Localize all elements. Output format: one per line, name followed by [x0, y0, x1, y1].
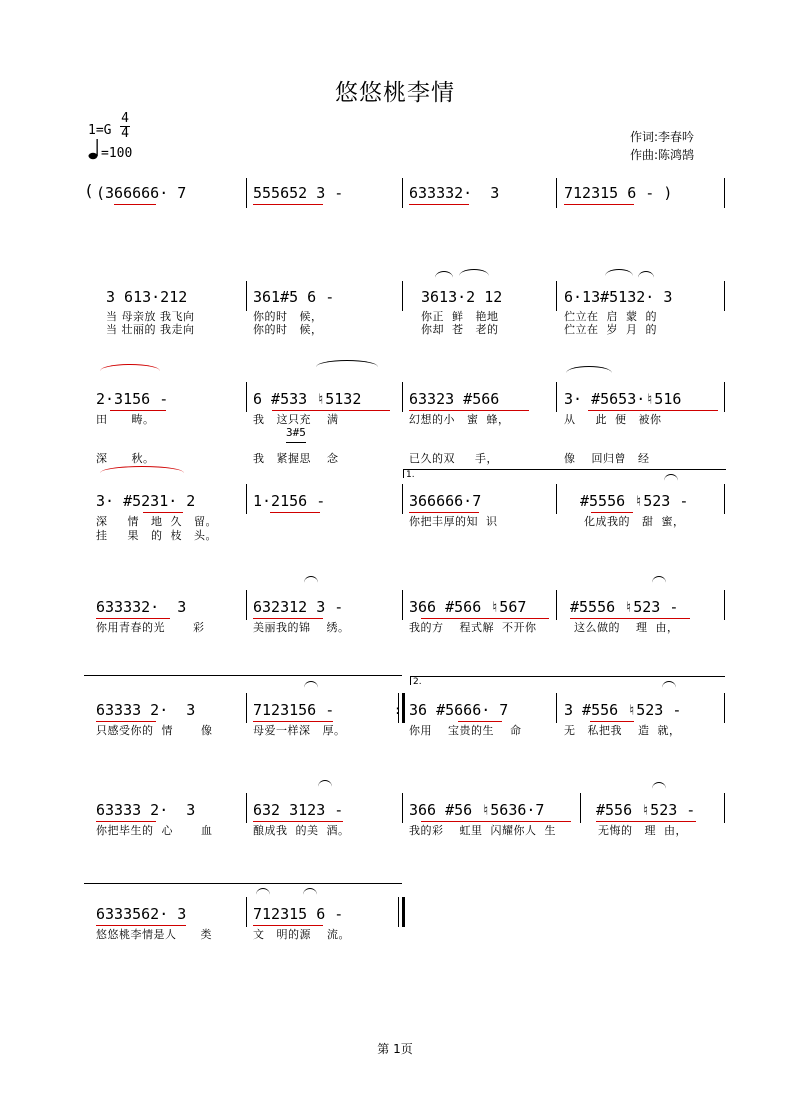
lyric-line-1: 这么做的 理 由，	[574, 621, 679, 634]
measure: 633332· 3	[96, 598, 187, 616]
barline	[724, 382, 725, 412]
lyric-line-2: 已久的双 手，	[409, 452, 498, 465]
barline	[402, 590, 403, 620]
measure: 3· #5231· 2	[96, 492, 196, 510]
repeat-dots: :	[394, 703, 402, 717]
lyric-line-1: 我的方 程式解 不开你	[409, 621, 537, 634]
lyric-line-1: 化成我的 甜 蜜，	[584, 515, 685, 528]
song-title: 悠悠桃李情	[335, 80, 455, 106]
lyric-line-1: 你用 宝贵的生 命	[409, 724, 522, 737]
measure: #5556 ♮523 -	[570, 598, 679, 616]
slur	[100, 466, 184, 473]
barline	[724, 793, 725, 823]
barline	[724, 178, 725, 208]
slur	[638, 271, 654, 278]
measure: 63333 2· 3	[96, 801, 196, 819]
lyric-line-1: 你把毕生的 心 血	[96, 824, 213, 837]
slur	[100, 364, 160, 371]
measure: 632312 3 -	[253, 598, 344, 616]
tempo-marking: =100	[101, 146, 133, 161]
barline	[246, 590, 247, 620]
lyric-line-1: 你的时 候，	[253, 310, 323, 323]
time-signature-bottom: 4	[121, 126, 129, 141]
lyric-line-2: 你却 苍 老的	[421, 323, 499, 336]
lyric-line-1: 无悔的 理 由，	[598, 824, 687, 837]
barline	[724, 590, 725, 620]
barline	[246, 484, 247, 514]
key-signature: 1=G	[88, 123, 112, 138]
quarter-note-icon	[88, 138, 100, 160]
measure: 633332· 3	[409, 184, 500, 202]
barline	[402, 793, 403, 823]
barline	[556, 178, 557, 208]
barline	[724, 693, 725, 723]
alt-notes: 3#5	[286, 426, 306, 439]
barline	[246, 897, 247, 927]
measure: 3 613·212	[106, 288, 188, 306]
barline	[402, 178, 403, 208]
measure: 1·2156 -	[253, 492, 326, 510]
lyric-line-2: 伫立在 岁 月 的	[564, 323, 657, 336]
barline	[556, 484, 557, 514]
slur	[652, 782, 666, 789]
barline	[246, 281, 247, 311]
measure: 3613·2 12	[421, 288, 503, 306]
barline	[724, 484, 725, 514]
lyric-line-1: 深 情 地 久 留。	[96, 515, 217, 528]
lyric-line-1: 只感受你的 情 像	[96, 724, 213, 737]
time-signature-top: 4	[121, 111, 129, 126]
barline	[556, 281, 557, 311]
lyric-line-2: 我 紧握思 念	[253, 452, 339, 465]
measure: 3 #556 ♮523 -	[564, 701, 682, 719]
measure: 366 #566 ♮567	[409, 598, 527, 616]
lyric-line-1: 田 畴。	[96, 413, 155, 426]
lyric-line-2: 深 秋。	[96, 452, 155, 465]
lyric-line-1: 你把丰厚的知 识	[409, 515, 498, 528]
slur	[304, 681, 318, 688]
measure: 2·3156 -	[96, 390, 169, 408]
barline	[556, 382, 557, 412]
measure: 6 #533 ♮5132	[253, 390, 362, 408]
lyric-line-1: 母爱一样深 厚。	[253, 724, 346, 737]
measure: 366666·7	[409, 492, 482, 510]
final-barline	[398, 897, 399, 927]
measure: 36 #5666· 7	[409, 701, 509, 719]
measure: 361#5 6 -	[253, 288, 335, 306]
lyric-line-1: 我的彩 虹里 闪耀你人 生	[409, 824, 556, 837]
slur	[303, 888, 317, 895]
slur	[652, 576, 666, 583]
lyric-line-1: 酿成我 的美 酒。	[253, 824, 350, 837]
barline	[556, 590, 557, 620]
slur	[664, 474, 678, 481]
composer-credit: 作曲:陈鸿鹄	[630, 148, 695, 162]
slur	[318, 780, 332, 787]
volta-1: 1.	[403, 469, 726, 478]
slur	[459, 269, 489, 276]
measure: 6·13#5132· 3	[564, 288, 673, 306]
barline	[246, 693, 247, 723]
lyric-line-1: 美丽我的锦 绣。	[253, 621, 350, 634]
time-signature	[120, 112, 130, 141]
lyricist-credit: 作词:李春吟	[630, 130, 695, 144]
final-barline-thick	[402, 897, 405, 927]
barline	[724, 281, 725, 311]
slur	[316, 360, 378, 367]
measure: 63333 2· 3	[96, 701, 196, 719]
barline	[556, 693, 557, 723]
measure: #556 ♮523 -	[596, 801, 696, 819]
slur	[566, 366, 612, 373]
barline	[246, 382, 247, 412]
barline	[580, 793, 581, 823]
slur	[256, 888, 270, 895]
slur	[435, 271, 453, 278]
barline	[402, 281, 403, 311]
barline	[246, 793, 247, 823]
lyric-line-2: 像 回归曾 经	[564, 452, 650, 465]
volta-2: 2.	[410, 676, 725, 685]
lyric-line-1: 当 母亲放 我飞向	[106, 310, 195, 323]
lyric-line-1: 幻想的小 蜜 蜂，	[409, 413, 510, 426]
barline	[246, 178, 247, 208]
slur	[304, 576, 318, 583]
measure: #5556 ♮523 -	[580, 492, 689, 510]
page-number: 第 1页	[377, 1042, 413, 1056]
lyric-line-1: 你用青春的光 彩	[96, 621, 205, 634]
measure: (366666· 7	[96, 184, 187, 202]
lyric-line-2: 挂 果 的 枝 头。	[96, 529, 217, 542]
lyric-line-2: 你的时 候，	[253, 323, 323, 336]
measure: 632 3123 -	[253, 801, 344, 819]
lyric-line-2: 当 壮丽的 我走向	[106, 323, 195, 336]
measure: 63323 #566	[409, 390, 500, 408]
lyric-line-1: 文 明的源 流。	[253, 928, 350, 941]
lyric-line-1: 我 这只充 满	[253, 413, 339, 426]
lyric-line-1: 从 此 便 被你	[564, 413, 662, 426]
slur	[662, 681, 676, 688]
measure: 555652 3 -	[253, 184, 344, 202]
lyric-line-1: 你正 鲜 艳地	[421, 310, 499, 323]
measure: 6333562· 3	[96, 905, 187, 923]
measure: 712315 6 - )	[564, 184, 673, 202]
measure: 7123156 -	[253, 701, 335, 719]
measure: 3· #5653·♮516	[564, 390, 682, 408]
repeat-barline-thick	[402, 693, 405, 723]
measure: 712315 6 -	[253, 905, 344, 923]
barline	[402, 484, 403, 514]
lyric-line-1: 伫立在 启 蒙 的	[564, 310, 657, 323]
lyric-line-1: 悠悠桃李情是人 类	[96, 928, 212, 941]
measure: 366 #56 ♮5636·7	[409, 801, 545, 819]
open-paren: (	[86, 181, 93, 200]
slur	[605, 269, 633, 276]
lyric-line-1: 无 私把我 造 就，	[564, 724, 681, 737]
barline	[402, 382, 403, 412]
